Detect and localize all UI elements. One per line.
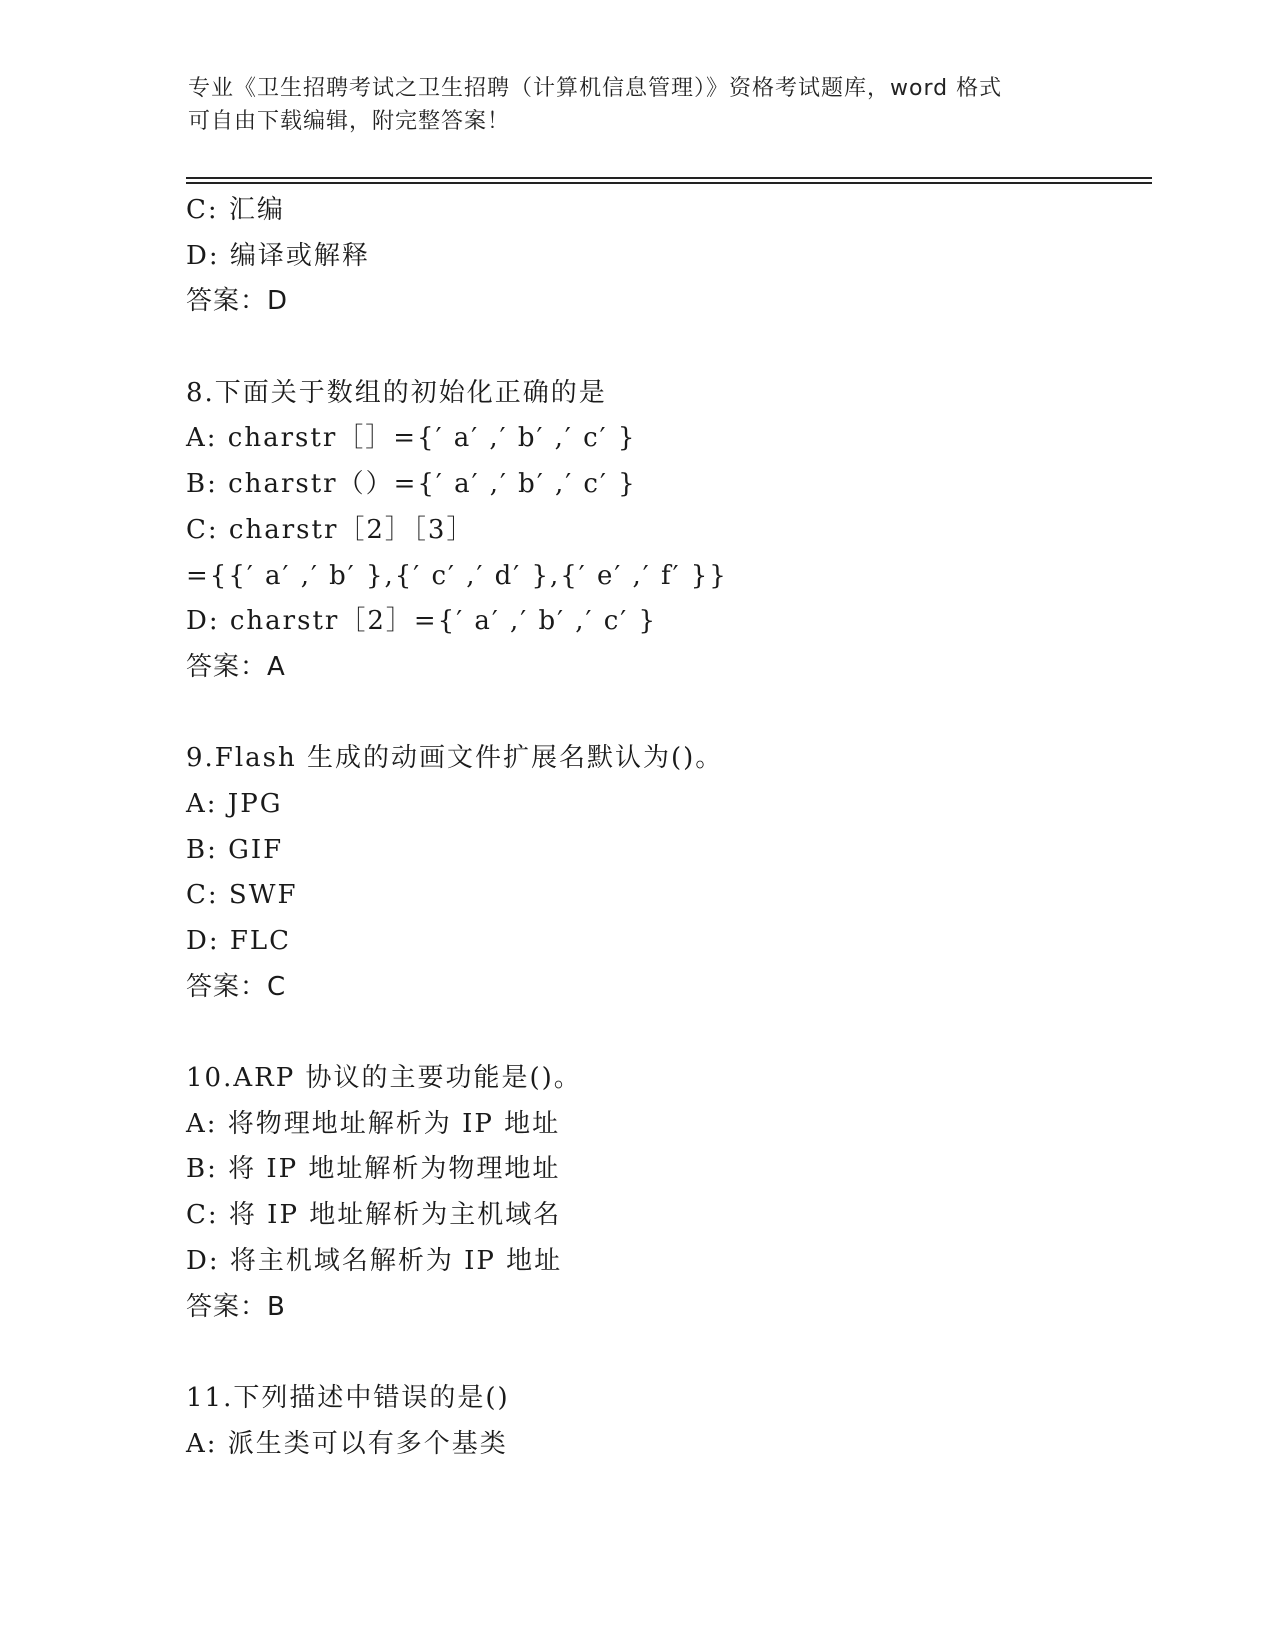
option-line: A: JPG (186, 788, 283, 819)
answer-line: 答案：C (186, 971, 287, 1002)
option-line: C: 汇编 (186, 195, 285, 225)
option-line: D: FLC (186, 926, 292, 956)
option-line-continued: ={{′ a′ ,′ b′ },{′ c′ ,′ d′ },{′ e′ ,′ f′ }} (186, 560, 728, 591)
header-line-1: 专业《卫生招聘考试之卫生招聘（计算机信息管理）》资格考试题库，word 格式 (188, 76, 1003, 101)
document-header (188, 72, 1068, 138)
block-spacer (186, 691, 1146, 737)
question-block (186, 1056, 1146, 1376)
option-line: A: 将物理地址解析为 IP 地址 (186, 1108, 561, 1139)
answer-line: 答案：A (186, 651, 286, 682)
option-line: A: 派生类可以有多个基类 (186, 1428, 508, 1459)
option-line: B: GIF (186, 834, 284, 865)
option-line: C: SWF (186, 880, 298, 911)
option-line: D: 编译或解释 (186, 240, 370, 271)
option-line: C: 将 IP 地址解析为主机域名 (186, 1200, 562, 1231)
question-list (186, 188, 1146, 1467)
header-line-2: 可自由下载编辑，附完整答案！ (188, 109, 511, 134)
question-stem: 9.Flash 生成的动画文件扩展名默认为()。 (186, 743, 724, 774)
answer-line: 答案：B (186, 1291, 286, 1322)
question-block (186, 736, 1146, 1056)
block-spacer (186, 1330, 1146, 1376)
option-line: C: charstr［2］［3］ (186, 514, 475, 545)
header-divider-bottom (186, 182, 1152, 184)
option-line: D: charstr［2］={′ a′ ,′ b′ ,′ c′ } (186, 606, 657, 637)
block-spacer (186, 325, 1146, 371)
question-stem: 8.下面关于数组的初始化正确的是 (186, 377, 607, 408)
option-line: B: charstr（）={′ a′ ,′ b′ ,′ c′ } (186, 469, 637, 500)
question-stem: 10.ARP 协议的主要功能是()。 (186, 1063, 582, 1094)
header-divider-top (186, 177, 1152, 179)
question-block (186, 371, 1146, 737)
option-line: D: 将主机域名解析为 IP 地址 (186, 1245, 563, 1276)
option-line: A: charstr［］={′ a′ ,′ b′ ,′ c′ } (186, 423, 637, 454)
question-block (186, 188, 1146, 371)
option-line: B: 将 IP 地址解析为物理地址 (186, 1154, 561, 1185)
question-block (186, 1376, 1146, 1467)
question-stem: 11.下列描述中错误的是() (186, 1382, 510, 1413)
block-spacer (186, 1010, 1146, 1056)
answer-line: 答案：D (186, 286, 289, 317)
